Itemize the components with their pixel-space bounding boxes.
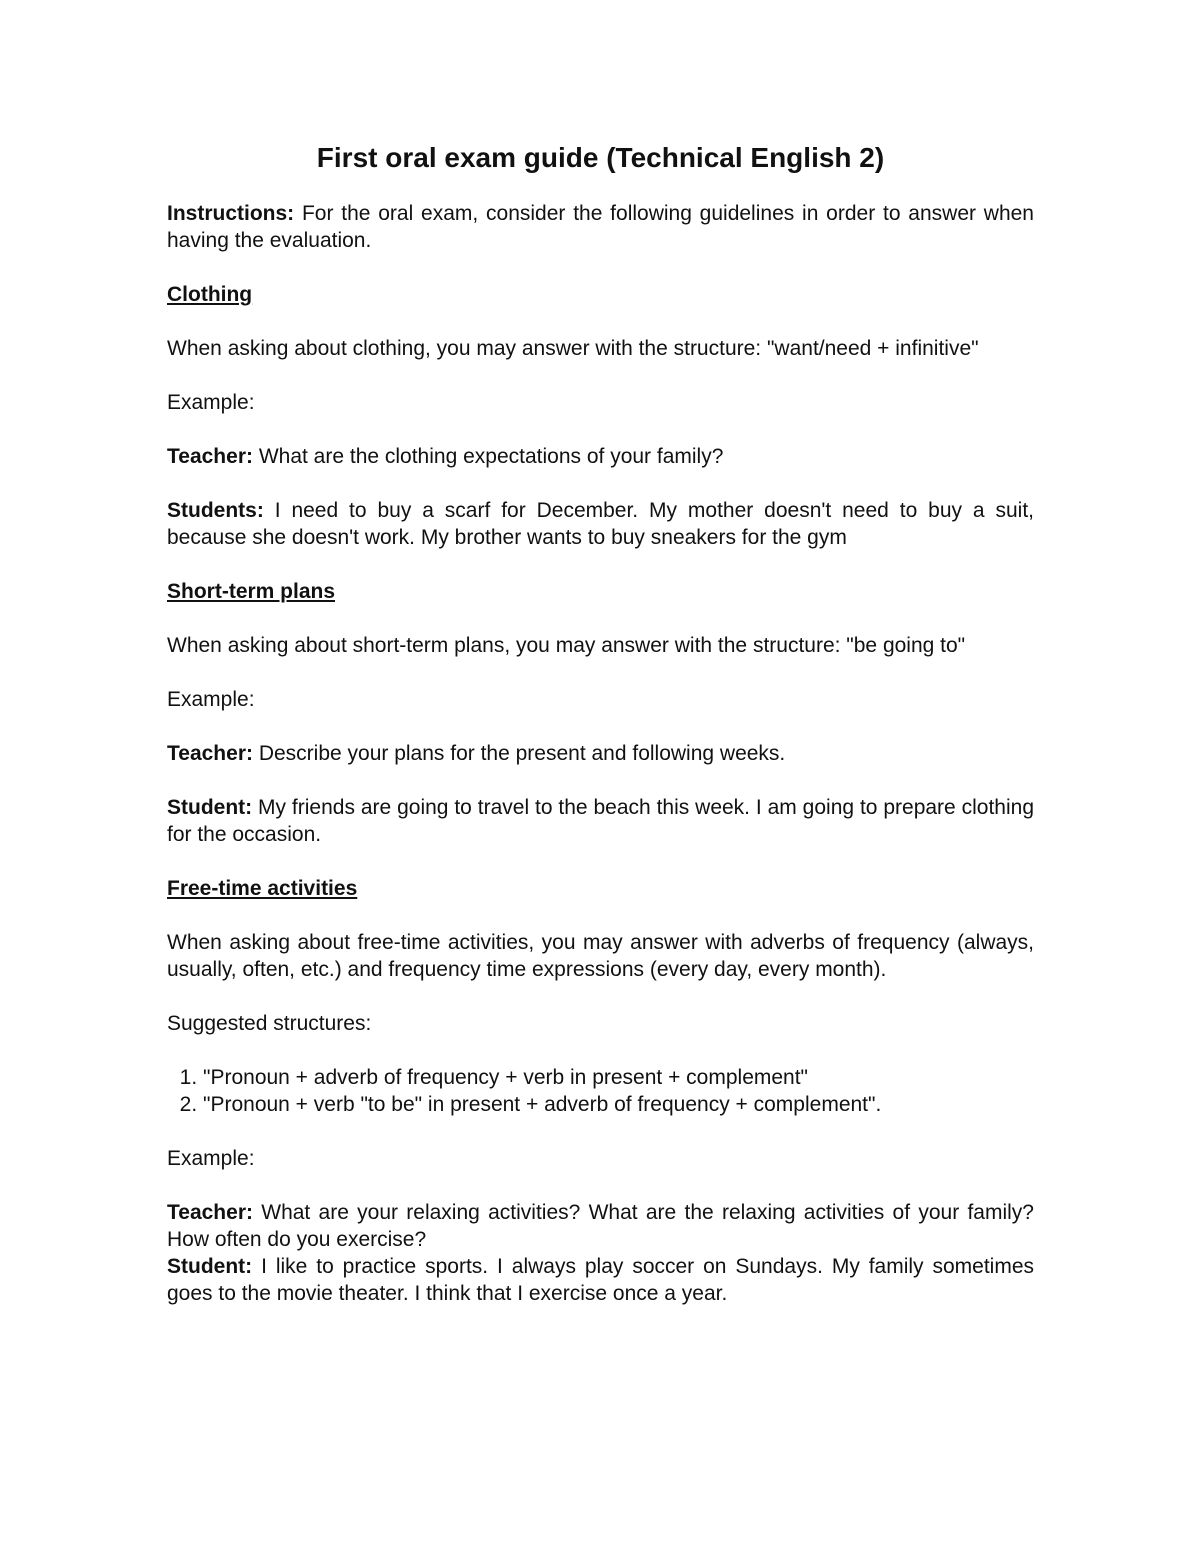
clothing-student-line xyxy=(167,497,1034,551)
teacher-label: Teacher: xyxy=(167,1201,253,1224)
teacher-label: Teacher: xyxy=(167,445,253,468)
document-page xyxy=(167,140,1034,1334)
list-item: 1. "Pronoun + adverb of frequency + verb in present + complement" xyxy=(203,1064,1034,1091)
student-label: Student: xyxy=(167,796,253,819)
teacher-text: What are your relaxing activities? What are the relaxing activities of your family? How often do you exercise? xyxy=(167,1201,1034,1251)
section-heading-short-term-plans: Short-term plans xyxy=(167,580,336,603)
instructions-paragraph xyxy=(167,200,1034,254)
student-label: Student: xyxy=(167,1255,253,1278)
short-term-teacher-line xyxy=(167,740,1034,767)
suggested-structures-label: Suggested structures: xyxy=(167,1012,372,1035)
section-heading-clothing: Clothing xyxy=(167,283,253,306)
short-term-intro: When asking about short-term plans, you may answer with the structure: "be going to" xyxy=(167,634,966,657)
short-term-example-label: Example: xyxy=(167,688,255,711)
instructions-text: For the oral exam, consider the following guidelines in order to answer when having the evaluation. xyxy=(167,202,1034,252)
student-text: I need to buy a scarf for December. My mother doesn't need to buy a suit, because she doesn't work. My brother wants to buy sneakers for the gym xyxy=(167,499,1034,549)
clothing-example-label: Example: xyxy=(167,391,255,414)
teacher-text: Describe your plans for the present and following weeks. xyxy=(252,742,786,765)
short-term-student-line xyxy=(167,794,1034,848)
free-time-example-label: Example: xyxy=(167,1147,255,1170)
instructions-label: Instructions: xyxy=(167,202,295,225)
page-title: First oral exam guide (Technical English 2) xyxy=(316,142,885,173)
section-heading-free-time-activities: Free-time activities xyxy=(167,877,358,900)
teacher-text: What are the clothing expectations of your family? xyxy=(252,445,724,468)
student-text: My friends are going to travel to the beach this week. I am going to prepare clothing for the occasion. xyxy=(167,796,1034,846)
free-time-teacher-line xyxy=(167,1199,1034,1253)
suggested-structures-list xyxy=(167,1064,1034,1118)
free-time-student-line xyxy=(167,1253,1034,1307)
free-time-intro: When asking about free-time activities, you may answer with adverbs of frequency (always, usually, often, etc.) and frequency time expressions (every day, every month). xyxy=(167,931,1034,981)
clothing-intro: When asking about clothing, you may answer with the structure: "want/need + infinitive" xyxy=(167,337,979,360)
list-item: 2. "Pronoun + verb "to be" in present + adverb of frequency + complement". xyxy=(203,1091,1034,1118)
clothing-teacher-line xyxy=(167,443,1034,470)
student-label: Students: xyxy=(167,499,264,522)
student-text: I like to practice sports. I always play soccer on Sundays. My family sometimes goes to the movie theater. I think that I exercise once a year. xyxy=(167,1255,1034,1305)
teacher-label: Teacher: xyxy=(167,742,253,765)
